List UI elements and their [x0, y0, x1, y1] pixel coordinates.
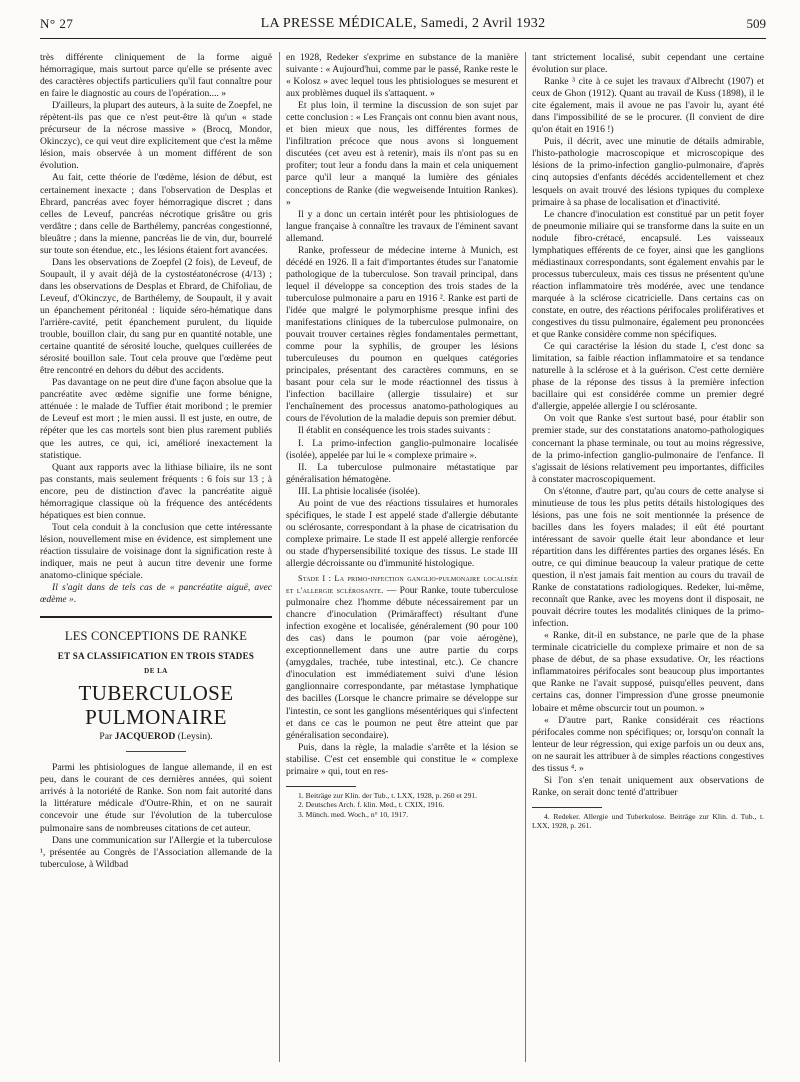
page-header [40, 16, 766, 38]
article-title-line1: LES CONCEPTIONS DE RANKE [64, 629, 248, 644]
article-title-main: TUBERCULOSE PULMONAIRE [78, 681, 234, 730]
paragraph: Ranke ³ cite à ce sujet les travaux d'Albrecht (1907) et ceux de Ghon (1912). Quant au travail de Kuss (1898), il le cite également, mais il avoue ne pas l'avoir lu, ayant été dans l'impossibilité de se le procurer. (Il convient de dire qu'on était en 1916 !) [532, 76, 764, 136]
paragraph: Ce qui caractérise la lésion du stade I, c'est donc sa limitation, sa faible réaction inflammatoire et sa tendance naturelle à la sclérose et à la guérison. C'est cette dernière phase de la réponse des tissus à la première infection bacillaire qui est considérée comme un premier degré d'allergie, appelée allergie I ou sclérosante. [532, 341, 764, 413]
byline-rule [126, 751, 186, 752]
article-title-line3: DE LA [144, 667, 168, 676]
byline-prefix: Par [99, 731, 113, 743]
column-divider [525, 52, 526, 1062]
stade-label: Stade I : La primo-infection ganglio-pulmonaire localisée et l'allergie sclérosante. [286, 574, 518, 596]
paragraph: Dans les observations de Zoepfel (2 fois), de Leveuf, de Soupault, il y avait déjà de la cystostéatonécrose (4/13) ; dans les observations de Desplas et Ebrard, de Chifoliau, de Leveuf, d'Okinczyc, de Barthélemy, de Soupault, il y avait un épanchement péritonéal : liquide séro-hématique dans l'arrière-cavité, petit épanchement purulent, du liquide trouble, bouillon clair, du sang pur en quantité notable, une certaine quantité de sérosité louche, quelques cuillerées de sérosité bouillon sale. Tout cela prouve que l'œdème peut être rencontré en dehors du début des accidents. [40, 256, 272, 377]
column-divider [279, 52, 280, 1062]
column-3 [532, 52, 764, 831]
paragraph: Le chancre d'inoculation est constitué par un petit foyer de pneumonie miliaire qui se transforme dans la suite en un nodule fibro-crétacé, encapsulé. Les vaisseaux lymphatiques efférents de ce foyer, ainsi que les ganglions médiastinaux correspondants, sont également envahis par le processus tuberculeux, mais ces tissus ne présentent qu'une réaction inflammatoire très modérée, avec une tendance marquée à la sclérose cicatricielle. Dans certains cas on constate, en outre, des réactions périfocales prolifératives et congestives du tissu pulmonaire, également peu prononcées et que Ranke considère comme non spécifiques. [532, 208, 764, 341]
paragraph: Parmi les phtisiologues de langue allemande, il en est peu, dans le courant de ces dernières années, qui soient arrivés à la notoriété de Ranke. Son nom fait autorité dans la littérature médicale d'Outre-Rhin, et on ne saurait concevoir une étude sur l'évolution de la tuberculose pulmonaire sans de nombreuses citations de cet auteur. [40, 762, 272, 834]
paragraph: D'ailleurs, la plupart des auteurs, à la suite de Zoepfel, ne répètent-ils pas que ce n'est peut-être là qu'un « stade précurseur de la nécrose massive » (Brocq, Mondor, Okinczyc), ce qui veut dire explicitement que c'est la même lésion, mais observée à un moment différent de son évolution. [40, 100, 272, 172]
page-number: 509 [746, 16, 766, 31]
author-place: (Leysin). [177, 731, 213, 743]
issue-number: N° 27 [40, 16, 74, 31]
paragraph: Si l'on s'en tenait uniquement aux observations de Ranke, on serait donc tenté d'attribuer [532, 774, 764, 798]
journal-title: LA PRESSE MÉDICALE, Samedi, 2 Avril 1932 [260, 16, 546, 31]
paragraph: Puis, il décrit, avec une minutie de détails admirable, l'histo-pathologie macroscopique et microscopique des lésions de la primo-infection ganglio-pulmonaire, d'après cinq autopsies d'enfants décédés accidentellement et chez lesquels on avait trouvé des lésions typiques du complexe primaire à sa phase de localisation et d'inactivité. [532, 136, 764, 208]
article-title-line2: ET SA CLASSIFICATION EN TROIS STADES [57, 651, 255, 662]
paragraph: Quant aux rapports avec la lithiase biliaire, ils ne sont pas constants, mais seulement fréquents : 6 fois sur 13 ; à encore, peu de distinction d'avec la pancréatite aiguë hémorragique classique où la fréquence des antécédents hépatiques est bien connue. [40, 461, 272, 521]
paragraph: Au fait, cette théorie de l'œdème, lésion de début, est certainement inexacte ; dans l'observation de Desplas et Ebrard, pancréas avec foyer hémorragique discret ; dans celles de Leveuf, pancréas nécrotique grisâtre ou gris verdâtre ; dans celle de Barthélemy, pancréas congestionné, bleuâtre ; dans la mienne, pancréas lie de vin, dur, bourrelé sur toute son étendue, etc., les lésions étaient fort avancées. [40, 172, 272, 256]
paragraph: Au point de vue des réactions tissulaires et humorales spécifiques, le stade I est appelé stade d'allergie débutante ou sclérosante, correspondant à la phase de cicatrisation du complexe primaire. Le stade II est appelé allergie renforcée ou stade d'hypersensibilité toxique des tissus. Le stade III allergie décroissante ou d'immunité histologique. [286, 497, 518, 569]
paragraph: III. La phtisie localisée (isolée). [298, 485, 421, 497]
paragraph: en 1928, Redeker s'exprime en substance de la manière suivante : « Aujourd'hui, comme par le passé, Ranke reste le « Kolosz » avec lequel tous les phtisiologues se mesurent et aux problèmes duquel ils s'attaquent. » [286, 52, 518, 100]
footnote: 1. Beiträge zur Klin. der Tub., t. LXX, 1928, p. 260 et 291. [298, 790, 478, 800]
paragraph: tant strictement localisé, subit cependant une certaine évolution sur place. [532, 52, 764, 76]
footnote-rule [532, 807, 602, 808]
paragraph: Ranke, professeur de médecine interne à Munich, est décédé en 1926. Il a fait d'importantes études sur l'anatomie pathologique de la tuberculose. Son travail principal, dans lequel il développe sa conception des trois stades de la tuberculose pulmonaire a paru en 1916 ². Ranke est parti de l'idée que malgré le polymorphisme presque infini des manifestations cliniques de la tuberculose pulmonaire, on pouvait trouver certaines règles fondamentales permettant, comme pour la syphilis, de grouper les lésions tuberculeuses du poumon en quelques catégories principales, présentant des caractères communs, en se basant pour cela sur le mode réactionnel des tissus à l'infection bacillaire (allergie tissulaire) et sur l'enchaînement des processus anatomo-pathologiques au cours de l'évolution de la maladie depuis son premier début. [286, 244, 518, 425]
paragraph: « Ranke, dit-il en substance, ne parle que de la phase terminale cicatricielle du complexe primaire et non de sa phase de début, de sa phase exsudative. Or, les réactions inflammatoires périfocales sont beaucoup plus importantes que Ranke ne l'avait supposé, puisqu'elles peuvent, dans certains cas, donner l'impression d'une grosse pneumonie lobaire et même obscurcir tout un poumon. » [532, 630, 764, 714]
footnote: 3. Münch. med. Woch., n° 10, 1917. [298, 809, 409, 819]
paragraph: Et plus loin, il termine la discussion de son sujet par cette conclusion : « Les Français ont connu bien avant nous, et bien mieux que nous, les différentes formes de l'infiltration précoce que nous avons si longuement discutées (cet aveu est à retenir), mais ils n'ont pas su en profiter; tout leur a fondu dans la main et cela uniquement parce qu'il leur a manqué la lumière des géniales conceptions de Ranke (die wegweisende Intuition Rankes). » [286, 100, 518, 208]
author-name: JACQUEROD [114, 731, 176, 743]
paragraph: Il établit en conséquence les trois stades suivants : [298, 425, 491, 437]
footnote-rule [286, 786, 356, 787]
paragraph: II. La tuberculose pulmonaire métastatique par généralisation hématogène. [286, 461, 518, 485]
paragraph: On s'étonne, d'autre part, qu'au cours de cette analyse si minutieuse de tous les plus petits détails histologiques des lésions, pas une fois ne soit mentionnée la présence de bacilles dans les foyers malades; il eût été pourtant intéressant de savoir quelle était leur abondance et leur répartition dans les différentes parties des organes lésés. En outre, ce qui diminue beaucoup la valeur pratique de cette question, il n'est jamais fait mention au cours du travail de Ranke de constatations radiologiques. Redeker, lui-même, reconnaît que Ranke, avec les moyens dont il disposait, ne pouvait décrire toutes les modalités cliniques de la primo-infection. [532, 485, 764, 630]
paragraph: Puis, dans la règle, la maladie s'arrête et la lésion se stabilise. C'est cet ensemble qui constitue le « complexe primaire » qui, tout en res- [286, 741, 518, 777]
stade-paragraph [286, 573, 518, 742]
paragraph: Tout cela conduit à la conclusion que cette intéressante lésion, nouvellement mise en évidence, est simplement une réaction tissulaire de voisinage dont la signification reste à indiquer, mais ne peut à aucun titre devenir une forme anatomo-clinique spéciale. [40, 521, 272, 582]
column-1 [40, 52, 272, 871]
paragraph: I. La primo-infection ganglio-pulmonaire localisée (isolée), appelée par lui le « complexe primaire ». [286, 437, 518, 461]
paragraph: Il y a donc un certain intérêt pour les phtisiologues de langue française à connaître les travaux de l'éminent savant allemand. [286, 208, 518, 244]
header-rule [40, 38, 766, 39]
stade-text: — Pour Ranke, toute tuberculose pulmonaire chez l'homme débute nécessairement par un chancre d'inoculation (Primäraffect) résultant d'une infection exogène et localisée, généralement (90 pour 100 des cas) dans le poumon (par voie aérogène), exceptionnellement dans une autre partie du corps (amygdales, trachée, tube intestinal, etc.). Ce chancre d'inoculation est immédiatement suivi d'une lésion ganglionnaire correspondante, par métastase lymphatique des bacilles (Lorsque le chancre primaire se développe sur l'intestin, ce sont les ganglions mésentériques qui s'infectent et dans ce cas le poumon ne peut être atteint que par généralisation secondaire). [286, 585, 518, 741]
paragraph: Dans une communication sur l'Allergie et la tuberculose ¹, présentée au Congrès de l'Association allemande de la tuberculose, à Wildbad [40, 834, 272, 870]
paragraph: Il s'agit dans de tels cas de « pancréatite aiguë, avec œdème ». [40, 582, 272, 606]
footnote: 4. Redeker. Allergie und Tuberkulose. Beiträge zur Klin. d. Tub., t. LXX, 1928, p. 261. [532, 811, 764, 831]
paragraph: « D'autre part, Ranke considérait ces réactions périfocales comme non spécifiques; or, lorsqu'on connaît la lenteur de leur régression, qui exige parfois un ou deux ans, on ne saurait les attribuer à de simples réactions congestives des tissus ⁴. » [532, 714, 764, 774]
article-byline [40, 731, 272, 743]
paragraph: On voit que Ranke s'est surtout basé, pour établir son premier stade, sur des constatations anatomo-pathologiques concernant la phase terminale, ou tout au moins régressive, de la primo-infection ganglio-pulmonaire de l'enfance. Il s'agissait de lésions relativement peu importantes, difficiles à constater macroscopiquement. [532, 413, 764, 485]
footnote: 2. Deutsches Arch. f. klin. Med., t. CXIX, 1916. [298, 800, 445, 810]
paragraph: très différente cliniquement de la forme aiguë hémorragique, mais surtout parce qu'elle se présente avec des caractères objectifs particuliers qu'il faut connaître pour en faire le diagnostic au cours de l'opération.... » [40, 52, 272, 100]
column-2 [286, 52, 518, 819]
article-heading [40, 616, 272, 752]
paragraph: Pas davantage on ne peut dire d'une façon absolue que la pancréatite avec œdème signifie une forme bénigne, atténuée : le malade de Tuffier était moribond ; le premier de Leveuf est mort ; le mien aussi. Il est juste, en outre, de répéter que les cas mortels sont bien plus rarement publiés que les autres, ce qui, ici, amélioré inexactement la statistique. [40, 377, 272, 461]
